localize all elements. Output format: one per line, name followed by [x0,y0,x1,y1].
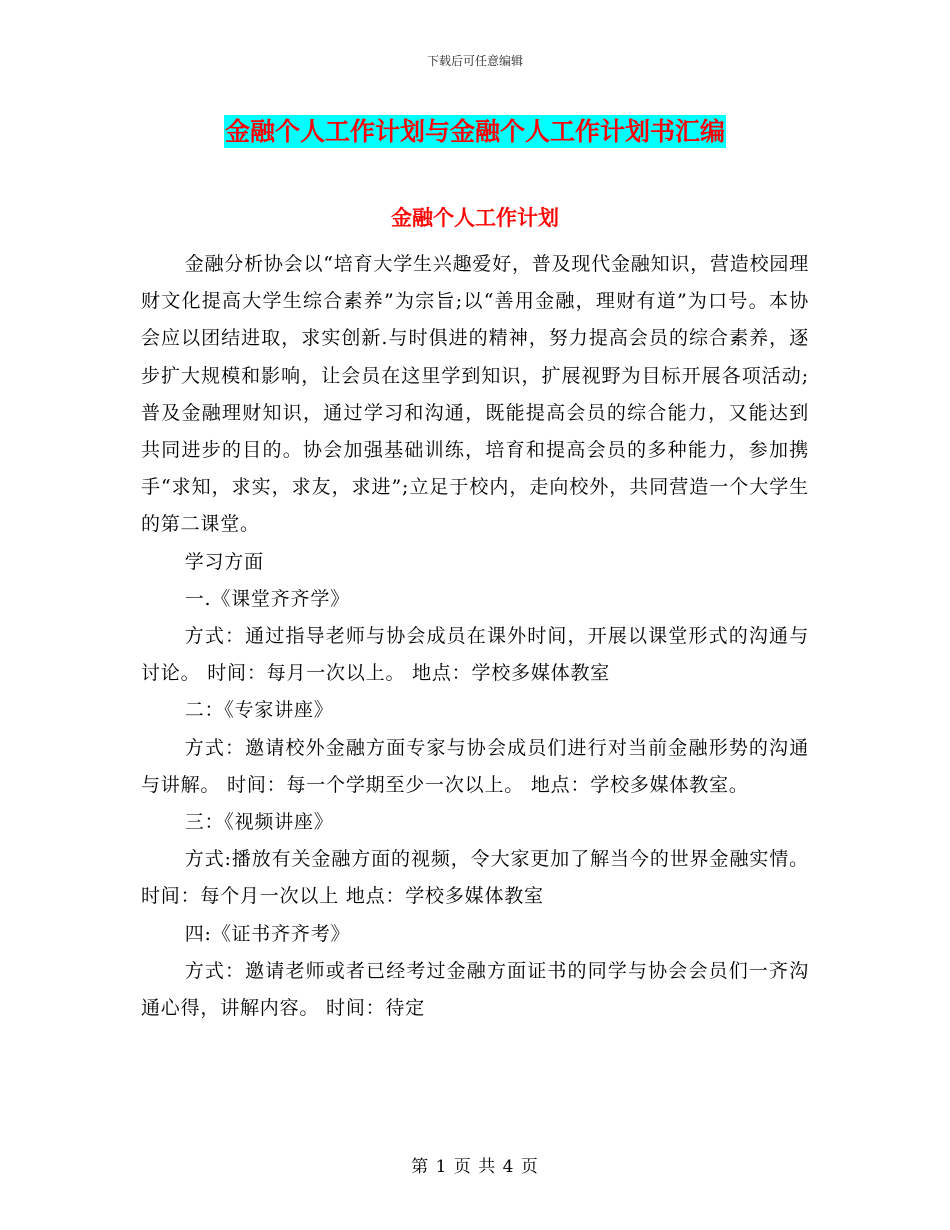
section-heading-study: 学习方面 [184,550,264,573]
document-title-text: 金融个人工作计划与金融个人工作计划书汇编 [224,117,725,146]
intro-paragraph: 金融分析协会以“培育大学生兴趣爱好，普及现代金融知识，营造校园理财文化提高大学生综合素养”为宗旨;以“善用金融，理财有道”为口号。本协会应以团结进取，求实创新.与时俱进的精神，努力提高会员的综合素养，逐步扩大规模和影响，让会员在这里学到知识，扩展视野为目标开展各项活动;普及金融理财知识，通过学习和沟通，既能提高会员的综合能力，又能达到共同进步的目的。协会加强基础训练，培育和提高会员的多种能力，参加携手“求知，求实，求友，求进”;立足于校内，走向校外，共同营造一个大学生的第二课堂。 [141,253,810,536]
section-title: 金融个人工作计划 [391,206,559,230]
item-heading-4: 四:《证书齐齐考》 [184,922,351,945]
item-detail-4: 方式：邀请老师或者已经考过金融方面证书的同学与协会会员们一齐沟通心得，讲解内容。 时间：待定 [141,959,809,1020]
item-detail-1: 方式：通过指导老师与协会成员在课外时间，开展以课堂形式的沟通与讨论。 时间：每月一次以上。 地点：学校多媒体教室 [141,625,809,685]
document-body [141,246,809,1027]
item-heading-2: 二：《专家讲座》 [184,699,334,722]
item-heading-3: 三：《视频讲座》 [184,811,334,834]
document-title [0,112,950,148]
item-heading-1: 一.《课堂齐齐学》 [184,587,350,610]
header-note: 下载后可任意编辑 [426,54,523,68]
item-detail-2: 方式：邀请校外金融方面专家与协会成员们进行对当前金融形势的沟通与讲解。 时间：每一个学期至少一次以上。 地点：学校多媒体教室。 [141,736,809,796]
page-footer: 第 1 页 共 4 页 [411,1157,539,1177]
item-detail-3: 方式:播放有关金融方面的视频，令大家更加了解当今的世界金融实情。 时间：每个月一次以上 地点：学校多媒体教室 [141,848,809,908]
